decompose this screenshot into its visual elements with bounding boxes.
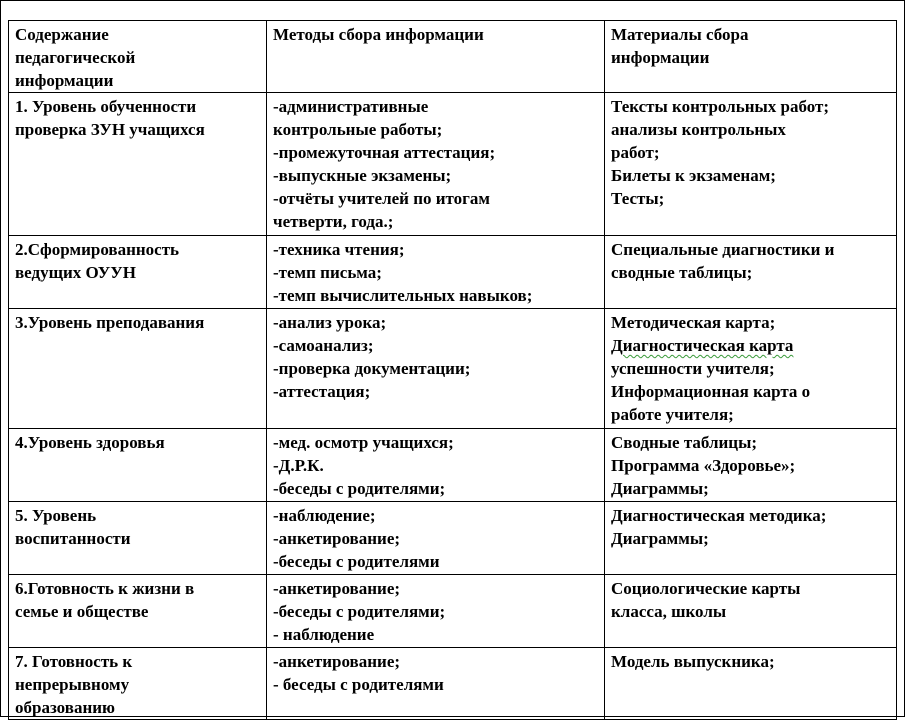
cell-methods	[267, 309, 605, 429]
cell-line: Тексты контрольных работ;	[611, 97, 830, 116]
cell-line: -беседы с родителями;	[273, 602, 446, 621]
cell-materials	[605, 648, 897, 720]
cell-line: класса, школы	[611, 602, 727, 621]
table-row	[9, 502, 897, 575]
cell-line: -техника чтения;	[273, 240, 405, 259]
cell-line: -беседы с родителями	[273, 552, 440, 571]
cell-line: -наблюдение;	[273, 506, 376, 525]
cell-methods	[267, 648, 605, 720]
cell-content	[9, 236, 267, 309]
cell-line: четверти, года.;	[273, 212, 394, 231]
header-line: Содержание	[15, 25, 109, 44]
cell-line: Модель выпускника;	[611, 652, 775, 671]
cell-line: -самоанализ;	[273, 336, 374, 355]
cell-line: 4.Уровень здоровья	[15, 433, 165, 452]
cell-line: работе учителя;	[611, 405, 734, 424]
header-row	[9, 21, 897, 93]
header-line: педагогической	[15, 48, 136, 67]
cell-line: -промежуточная аттестация;	[273, 143, 496, 162]
cell-line: -административные	[273, 97, 429, 116]
information-collection-table	[8, 20, 897, 720]
cell-line: Методическая карта;	[611, 313, 776, 332]
table-row	[9, 93, 897, 236]
cell-line: контрольные работы;	[273, 120, 443, 139]
cell-line: -выпускные экзамены;	[273, 166, 452, 185]
cell-content	[9, 575, 267, 648]
cell-line: - беседы с родителями	[273, 675, 444, 694]
cell-line: -Д.Р.К.	[273, 456, 324, 475]
header-line: информации	[15, 71, 114, 90]
cell-content	[9, 93, 267, 236]
cell-line: -мед. осмотр учащихся;	[273, 433, 454, 452]
cell-materials	[605, 575, 897, 648]
cell-line: работ;	[611, 143, 660, 162]
cell-line: анализы контрольных	[611, 120, 786, 139]
cell-line: -беседы с родителями;	[273, 479, 446, 498]
cell-line: непрерывному	[15, 675, 130, 694]
cell-line: Диагностическая карта	[611, 336, 794, 355]
cell-methods	[267, 502, 605, 575]
cell-content	[9, 309, 267, 429]
header-methods	[267, 21, 605, 93]
cell-content	[9, 502, 267, 575]
cell-line: 3.Уровень преподавания	[15, 313, 205, 332]
header-content	[9, 21, 267, 93]
cell-methods	[267, 575, 605, 648]
header-line: Материалы сбора	[611, 25, 749, 44]
cell-line: 1. Уровень обученности	[15, 97, 197, 116]
cell-content	[9, 648, 267, 720]
cell-line: -анкетирование;	[273, 529, 401, 548]
header-line: информации	[611, 48, 710, 67]
cell-line: Социологические карты	[611, 579, 801, 598]
cell-line: -отчёты учителей по итогам	[273, 189, 490, 208]
cell-line: успешности учителя;	[611, 359, 775, 378]
cell-materials	[605, 309, 897, 429]
cell-materials	[605, 236, 897, 309]
cell-line: -анкетирование;	[273, 579, 401, 598]
cell-line: -темп письма;	[273, 263, 382, 282]
cell-line: воспитанности	[15, 529, 131, 548]
cell-line: 7. Готовность к	[15, 652, 133, 671]
cell-line: - наблюдение	[273, 625, 375, 644]
table-row	[9, 648, 897, 720]
cell-materials	[605, 429, 897, 502]
cell-line: -анкетирование;	[273, 652, 401, 671]
table-row	[9, 309, 897, 429]
cell-line: Информационная карта о	[611, 382, 811, 401]
cell-line: образованию	[15, 698, 116, 717]
cell-line: Сводные таблицы;	[611, 433, 758, 452]
cell-line: 6.Готовность к жизни в	[15, 579, 195, 598]
cell-line: Диаграммы;	[611, 479, 709, 498]
cell-line: -проверка документации;	[273, 359, 471, 378]
cell-line: -аттестация;	[273, 382, 371, 401]
cell-line: ведущих ОУУН	[15, 263, 136, 282]
cell-line: Диагностическая методика;	[611, 506, 827, 525]
cell-materials	[605, 502, 897, 575]
table-row	[9, 575, 897, 648]
cell-line: -темп вычислительных навыков;	[273, 286, 533, 305]
cell-line: проверка ЗУН учащихся	[15, 120, 205, 139]
cell-methods	[267, 236, 605, 309]
cell-line: семье и обществе	[15, 602, 149, 621]
cell-line: Билеты к экзаменам;	[611, 166, 776, 185]
cell-line: 5. Уровень	[15, 506, 97, 525]
cell-line: Диаграммы;	[611, 529, 709, 548]
cell-methods	[267, 429, 605, 502]
cell-methods	[267, 93, 605, 236]
table-row	[9, 236, 897, 309]
table-row	[9, 429, 897, 502]
cell-line: Программа «Здоровье»;	[611, 456, 796, 475]
cell-line: -анализ урока;	[273, 313, 387, 332]
cell-materials	[605, 93, 897, 236]
header-materials	[605, 21, 897, 93]
cell-line: Тесты;	[611, 189, 665, 208]
cell-line: Специальные диагностики и	[611, 240, 835, 259]
header-line: Методы сбора информации	[273, 25, 484, 44]
cell-line: сводные таблицы;	[611, 263, 753, 282]
cell-content	[9, 429, 267, 502]
cell-line: 2.Сформированность	[15, 240, 180, 259]
